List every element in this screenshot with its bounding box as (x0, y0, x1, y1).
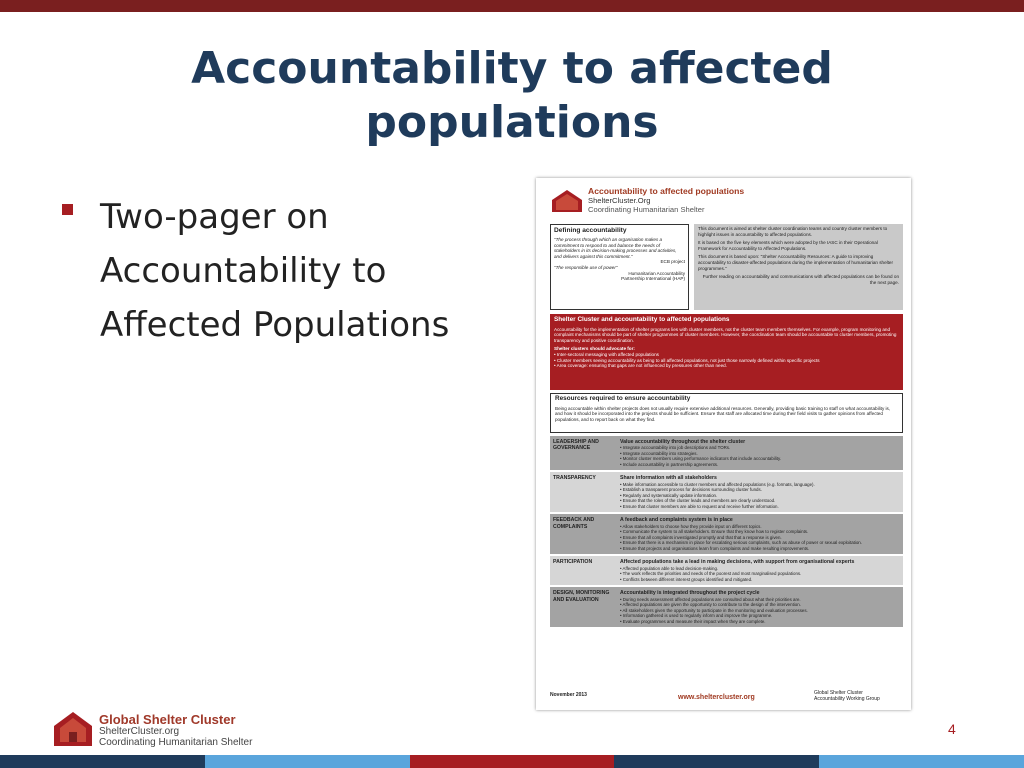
row-label: FEEDBACK AND COMPLAINTS (550, 514, 616, 554)
doc-footer-date: November 2013 (550, 692, 587, 698)
slide-title (100, 42, 924, 150)
page-number: 4 (948, 721, 956, 737)
row-body (616, 472, 903, 512)
row-heading: A feedback and complaints system is in place (620, 517, 733, 524)
cluster-b3: • Area coverage: ensuring that gaps are not influenced by pressures other than need. (554, 363, 727, 369)
defining-accountability-box (550, 224, 689, 310)
bottom-accent-bar (0, 755, 1024, 768)
row-item: • Establish a transparent process for decisions surrounding cluster funds. (620, 487, 762, 493)
row-item: • Affected population able to lead decision-making. (620, 565, 719, 571)
doc-footer-right2: Accountability Working Group (814, 696, 880, 702)
row-item: • Include accountability in partnership agreements. (620, 461, 719, 467)
table-row (550, 472, 903, 512)
bottom-bar-segment (205, 755, 410, 768)
cluster-p2: Shelter clusters should advocate for: (554, 346, 635, 352)
row-item: • Affected populations are given the opportunity to contribute to the design of the intervention. (620, 602, 801, 608)
row-heading: Value accountability throughout the shelter cluster (620, 439, 746, 445)
row-heading: Accountability is integrated throughout the project cycle (620, 590, 760, 597)
row-item: • Ensure that the roles of the cluster leads and members are clearly understood. (620, 498, 776, 504)
document-thumbnail (536, 178, 911, 710)
row-heading: Share information with all stakeholders (620, 475, 717, 482)
row-item: • Evaluate programmes and measure their impact when they are complete. (620, 618, 766, 624)
table-row (550, 556, 903, 585)
bottom-bar-segment (410, 755, 615, 768)
doc-footer-right1: Global Shelter Cluster (814, 690, 863, 696)
cluster-accountability-box (550, 314, 903, 390)
intro-p1: This document is aimed at shelter cluster coordination teams and country cluster members to highlight issues in accountability to affected populations. (698, 226, 888, 237)
footer-org-name: Global Shelter Cluster (99, 712, 236, 727)
row-item: • Communicate the system to all stakeholders. Ensure that they know how to register complaints. (620, 529, 809, 535)
bullet-line1: Two-pager on (100, 197, 329, 237)
cluster-b1: • Inter-sectoral messaging with affected populations (554, 351, 659, 357)
defining-quote1: "The process through which an organisation makes a commitment to respond to and balance the needs of stakeholders in its decision-making processes and activities, and delivers against this commitment." (554, 237, 677, 259)
bottom-bar-segment (819, 755, 1024, 768)
doc-header-site: ShelterCluster.Org (588, 196, 651, 205)
cluster-b2: • Cluster members seeing accountability as being to all affected populations, not just those narrowly defined within specific projects (554, 357, 820, 363)
row-label: DESIGN, MONITORING AND EVALUATION (550, 587, 616, 627)
defining-title: Defining accountability (554, 227, 627, 234)
row-item: • All stakeholders given the opportunity to participate in the monitoring and evaluation processes. (620, 607, 808, 613)
resources-body: Being accountable within shelter projects does not usually require extensive additional resources. Generally, providing basic training to staff on what accountability is, and how it should be incorporated into the projects should be sufficient. Ensure that staff are allocated time during their field visits to gather opinions from affected populations, and to report back on what they find. (555, 405, 891, 422)
row-item: • Information gathered is used to regularly inform and improve the programme. (620, 613, 773, 619)
bullet-marker-icon (62, 204, 73, 215)
row-item: • Ensure that cluster members are able to request and receive further information. (620, 503, 779, 509)
intro-p3: This document is based upon: "Shelter Accountability Resources: A guide to improving accountability to disaster-affected populations during the implementation of humanitarian shelter programmes." (698, 254, 894, 271)
doc-header-tagline: Coordinating Humanitarian Shelter (588, 205, 705, 214)
defining-quote2: "The responsible use of power" (554, 264, 618, 270)
intro-p2: It is based on the five key elements which were adopted by the IASC in their Operational Framework for Accountability to Affected Populations. (698, 240, 878, 251)
row-item: • Ensure that there is a mechanism in place for escalating serious complaints, such as abuse of power or sexual exploitation. (620, 540, 862, 546)
row-item: • Integrate accountability into job descriptions and TORs. (620, 445, 731, 451)
row-body (616, 514, 903, 554)
table-row (550, 436, 903, 470)
accountability-elements-table (550, 436, 903, 629)
resources-box (550, 393, 903, 433)
row-item: • Ensure that projects and organisations learn from complaints and make resulting improvements. (620, 545, 810, 551)
intro-box (694, 224, 903, 310)
bullet-item (100, 190, 520, 352)
row-body (616, 436, 903, 470)
row-item: • The work reflects the priorities and needs of the poorest and most marginalised populations. (620, 571, 802, 577)
bullet-line3: Affected Populations (100, 305, 450, 345)
table-row (550, 514, 903, 554)
intro-p4: Further reading on accountability and communications with affected populations can be found on the next page. (702, 274, 899, 285)
bottom-bar-segment (614, 755, 819, 768)
cluster-p1: Accountability for the implementation of shelter programs lies with cluster members, not the cluster team members themselves. For example, program monitoring and complaint mechanisms should be part of shelter programmes of cluster members. However, the coordination team should be accountable to cluster members, promoting transparency and positive coordination. (554, 326, 897, 343)
doc-header-title: Accountability to affected populations (588, 186, 745, 196)
global-shelter-cluster-logo-icon (52, 710, 94, 748)
row-item: • Ensure that all complaints investigated promptly and that that a response is given. (620, 534, 782, 540)
footer-org-url: ShelterCluster.org (99, 726, 180, 737)
footer-org-tagline: Coordinating Humanitarian Shelter (99, 737, 253, 748)
row-body (616, 587, 903, 627)
row-label: LEADERSHIP AND GOVERNANCE (550, 436, 616, 470)
defining-source1: ECB project (660, 259, 685, 265)
doc-footer-url: www.sheltercluster.org (678, 694, 755, 701)
bottom-bar-segment (0, 755, 205, 768)
row-heading: Affected populations take a lead in making decisions, with support from organisational experts (620, 559, 855, 566)
doc-footer-group (814, 690, 880, 702)
row-item: • During needs assessment affected populations are consulted about what their priorities are. (620, 596, 801, 602)
row-item: • Monitor cluster members using performance indicators that include accountability. (620, 456, 782, 462)
bullet-line2: Accountability to (100, 251, 387, 291)
row-body (616, 556, 903, 585)
shelter-cluster-logo-icon (550, 188, 584, 214)
row-item: • Conflicts between different interest groups identified and mitigated. (620, 576, 753, 582)
slide-title-line2: populations (365, 97, 659, 148)
defining-source2a: Humanitarian Accountability (628, 270, 685, 276)
top-accent-bar (0, 0, 1024, 12)
row-item: • Integrate accountability into strategies. (620, 450, 698, 456)
row-item: • Allow stakeholders to choose how they provide input on different topics. (620, 523, 762, 529)
cluster-title: Shelter Cluster and accountability to affected populations (554, 316, 730, 323)
row-item: • Make information accessible to cluster members and affected populations (e.g. formats, language). (620, 481, 815, 487)
resources-title: Resources required to ensure accountability (555, 395, 691, 402)
row-label: TRANSPARENCY (550, 472, 616, 512)
row-item: • Regularly and systematically update information. (620, 492, 718, 498)
row-label: PARTICIPATION (550, 556, 616, 585)
defining-source2b: Partnership International (HAP) (621, 276, 685, 282)
slide-title-line1: Accountability to affected (191, 43, 833, 94)
table-row (550, 587, 903, 627)
